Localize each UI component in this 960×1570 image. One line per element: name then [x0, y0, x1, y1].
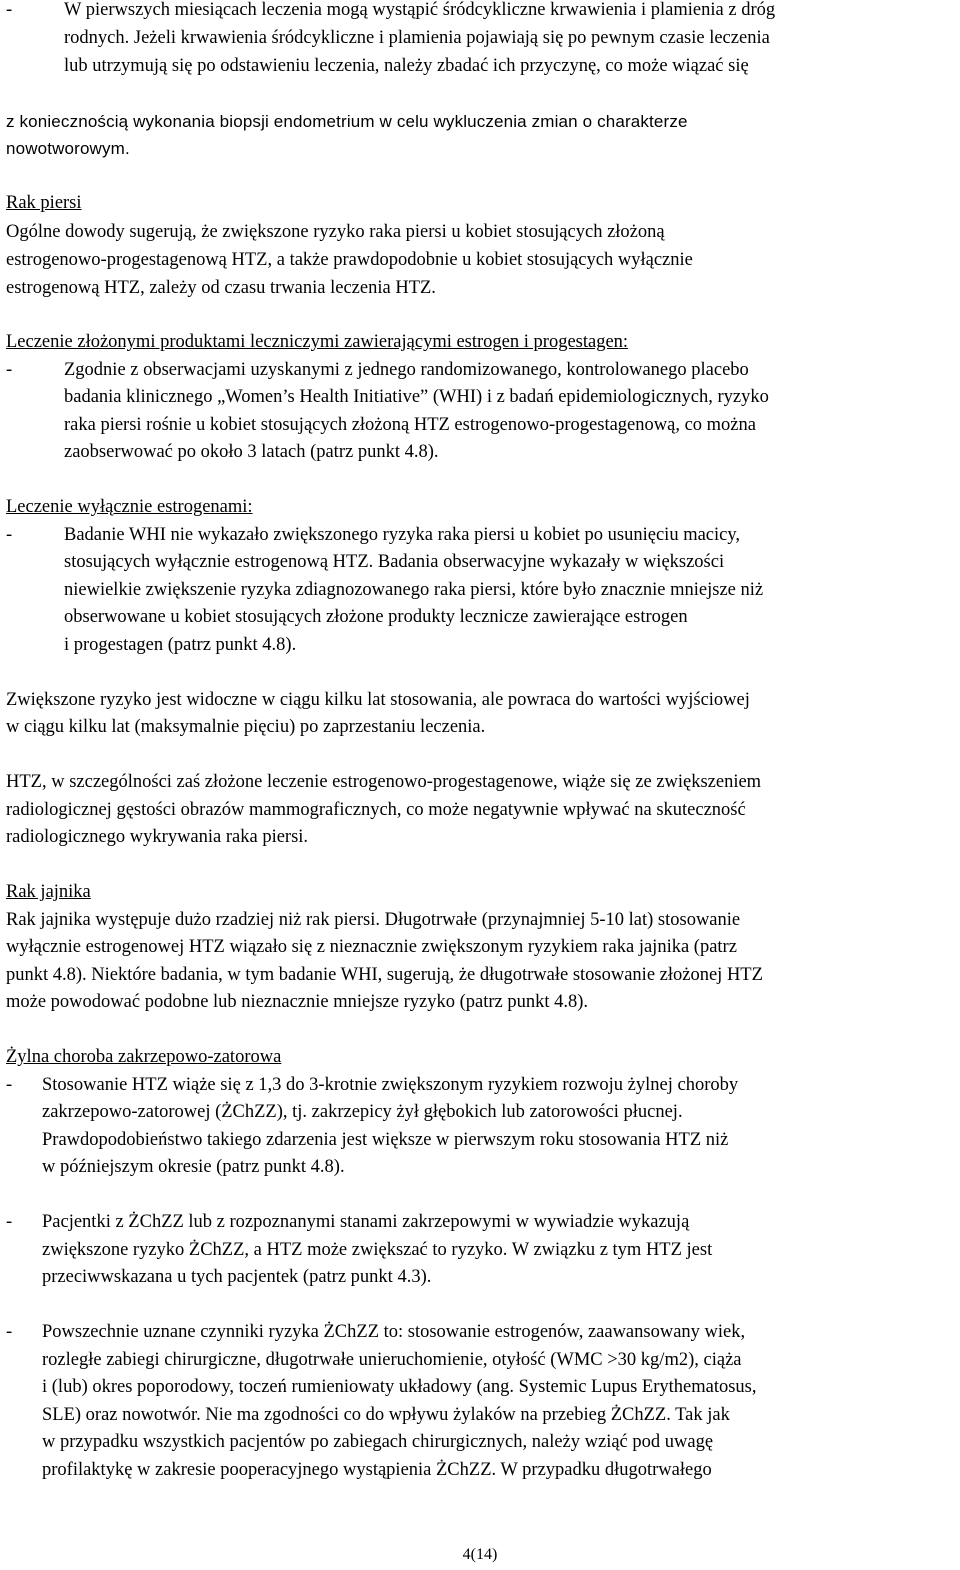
- text-line: estrogenowo-progestagenową HTZ, a także prawdopodobnie u kobiet stosujących wyłącznie: [6, 250, 693, 270]
- text-line: radiologicznego wykrywania raka piersi.: [6, 827, 309, 847]
- text-line: i (lub) okres poporodowy, toczeń rumieniowaty układowy (ang. Systemic Lupus Erythematosus,: [42, 1377, 757, 1397]
- list-dash: -: [6, 1212, 13, 1232]
- section-heading-breast-cancer: Rak piersi: [6, 193, 82, 213]
- text-line: może powodować podobne lub nieznacznie mniejsze ryzyko (patrz punkt 4.8).: [6, 992, 589, 1012]
- text-line: nowotworowym.: [6, 139, 130, 158]
- list-dash: -: [6, 1322, 13, 1342]
- subheading-combined-treatment: Leczenie złożonymi produktami leczniczymi zawierającymi estrogen i progestagen:: [6, 332, 629, 352]
- text-line: zwiększone ryzyko ŻChZZ, a HTZ może zwiększać to ryzyko. W związku z tym HTZ jest: [42, 1240, 713, 1260]
- text-line: punkt 4.8). Niektóre badania, w tym badanie WHI, sugerują, że długotrwałe stosowanie złożonej HTZ: [6, 965, 763, 985]
- text-line: badania klinicznego „Women’s Health Initiative” (WHI) i z badań epidemiologicznych, ryzyko: [64, 387, 769, 407]
- text-line: HTZ, w szczególności zaś złożone leczenie estrogenowo-progestagenowe, wiąże się ze zwiększeniem: [6, 772, 762, 792]
- text-line: Prawdopodobieństwo takiego zdarzenia jest większe w pierwszym roku stosowania HTZ niż: [42, 1130, 729, 1150]
- text-line: Zgodnie z obserwacjami uzyskanymi z jednego randomizowanego, kontrolowanego placebo: [64, 360, 749, 380]
- text-line: radiologicznej gęstości obrazów mammograficznych, co może negatywnie wpływać na skuteczność: [6, 800, 746, 820]
- text-line: Stosowanie HTZ wiąże się z 1,3 do 3-krotnie zwiększonym ryzykiem rozwoju żylnej choroby: [42, 1075, 739, 1095]
- text-line: przeciwwskazana u tych pacjentek (patrz punkt 4.3).: [42, 1267, 432, 1287]
- text-line: Pacjentki z ŻChZZ lub z rozpoznanymi stanami zakrzepowymi w wywiadzie wykazują: [42, 1212, 690, 1232]
- text-line: Ogólne dowody sugerują, że zwiększone ryzyko raka piersi u kobiet stosujących złożoną: [6, 222, 665, 242]
- text-line: Zwiększone ryzyko jest widoczne w ciągu kilku lat stosowania, ale powraca do wartości wyjściowej: [6, 690, 750, 710]
- text-line: Powszechnie uznane czynniki ryzyka ŻChZZ to: stosowanie estrogenów, zaawansowany wiek,: [42, 1322, 746, 1342]
- list-dash: -: [6, 1075, 13, 1095]
- text-line: zakrzepowo-zatorowej (ŻChZZ), tj. zakrzepicy żył głębokich lub zatorowości płucnej.: [42, 1102, 683, 1122]
- text-line: zaobserwować po około 3 latach (patrz punkt 4.8).: [64, 442, 439, 462]
- text-line: profilaktykę w zakresie pooperacyjnego wystąpienia ŻChZZ. W przypadku długotrwałego: [42, 1460, 712, 1480]
- text-line: lub utrzymują się po odstawieniu leczenia, należy zbadać ich przyczynę, co może wiązać się: [64, 56, 749, 76]
- text-line: stosujących wyłącznie estrogenową HTZ. Badania obserwacyjne wykazały w większości: [64, 552, 725, 572]
- section-heading-vte: Żylna choroba zakrzepowo-zatorowa: [6, 1047, 282, 1067]
- text-line: obserwowane u kobiet stosujących złożone produkty lecznicze zawierające estrogen: [64, 607, 688, 627]
- text-line: estrogenową HTZ, zależy od czasu trwania leczenia HTZ.: [6, 278, 436, 298]
- subheading-estrogen-only: Leczenie wyłącznie estrogenami:: [6, 497, 253, 517]
- text-line: i progestagen (patrz punkt 4.8).: [64, 635, 297, 655]
- text-line: w przypadku wszystkich pacjentów po zabiegach chirurgicznych, należy wziąć pod uwagę: [42, 1432, 714, 1452]
- text-line: Rak jajnika występuje dużo rzadziej niż rak piersi. Długotrwałe (przynajmniej 5-10 lat) stosowanie: [6, 910, 741, 930]
- section-heading-ovarian-cancer: Rak jajnika: [6, 882, 91, 902]
- page-number: 4(14): [462, 1546, 498, 1563]
- text-line: SLE) oraz nowotwór. Nie ma zgodności co do wpływu żylaków na przebieg ŻChZZ. Tak jak: [42, 1405, 730, 1425]
- list-dash: -: [6, 0, 13, 20]
- text-line: rozległe zabiegi chirurgiczne, długotrwałe unieruchomienie, otyłość (WMC >30 kg/m2), ciąża: [42, 1350, 742, 1370]
- text-line: niewielkie zwiększenie ryzyka zdiagnozowanego raka piersi, które było znacznie mniejsze niż: [64, 580, 764, 600]
- text-line: wyłącznie estrogenowej HTZ wiązało się z nieznacznie zwiększonym ryzykiem raka jajnika (patrz: [6, 937, 737, 957]
- text-line: rodnych. Jeżeli krwawienia śródcykliczne i plamienia pojawiają się po pewnym czasie leczenia: [64, 28, 770, 48]
- text-line: w ciągu kilku lat (maksymalnie pięciu) po zaprzestaniu leczenia.: [6, 717, 486, 737]
- text-line: W pierwszych miesiącach leczenia mogą wystąpić śródcykliczne krwawienia i plamienia z dróg: [64, 0, 776, 20]
- text-line: Badanie WHI nie wykazało zwiększonego ryzyka raka piersi u kobiet po usunięciu macicy,: [64, 525, 741, 545]
- list-dash: -: [6, 525, 13, 545]
- text-line: z koniecznością wykonania biopsji endometrium w celu wykluczenia zmian o charakterze: [6, 112, 688, 131]
- text-line: w późniejszym okresie (patrz punkt 4.8).: [42, 1157, 345, 1177]
- text-line: raka piersi rośnie u kobiet stosujących złożoną HTZ estrogenowo-progestagenową, co można: [64, 415, 756, 435]
- list-dash: -: [6, 360, 13, 380]
